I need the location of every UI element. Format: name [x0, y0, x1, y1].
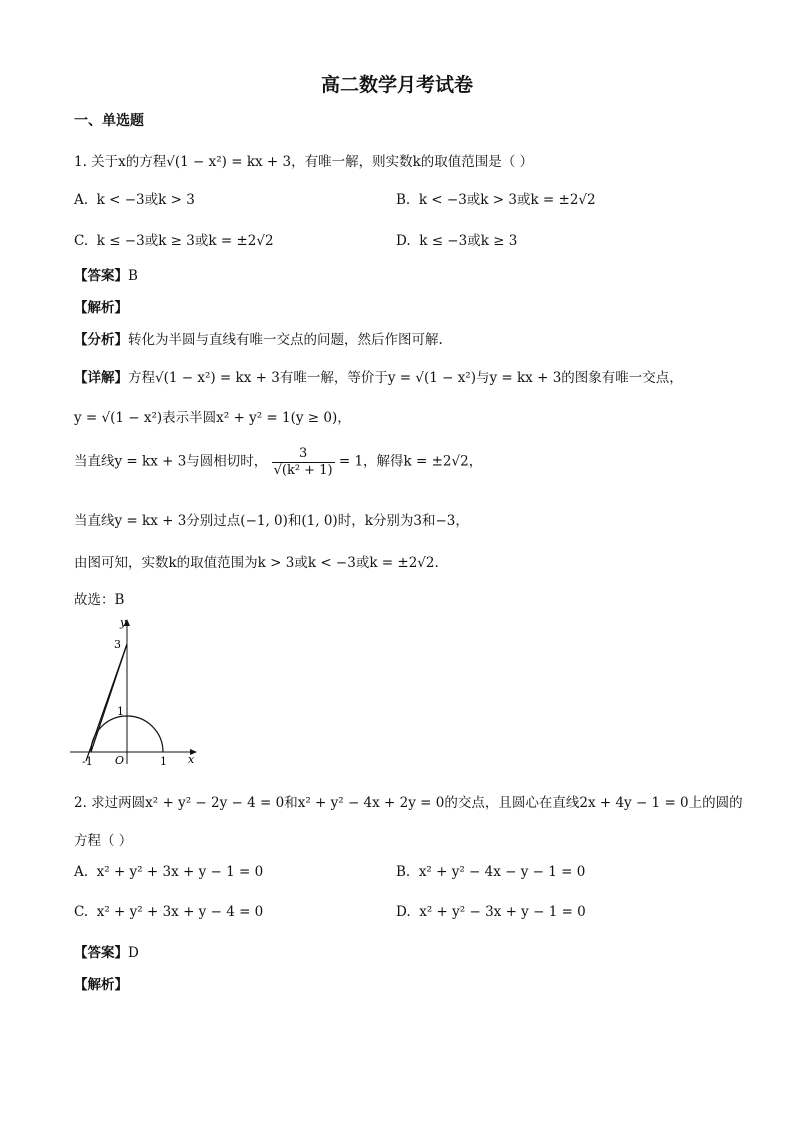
option-label: C.	[74, 233, 89, 249]
option-text: k < −3或k > 3或k = ±2√2	[418, 192, 596, 208]
fraction-denominator: √(k² + 1)	[273, 462, 333, 478]
option-label: C.	[74, 904, 89, 920]
origin-label: O	[115, 754, 125, 767]
semicircle-graph	[66, 612, 206, 772]
option-text: x² + y² − 3x + y − 1 = 0	[419, 904, 586, 920]
tick-y-3: 3	[114, 638, 121, 651]
q2-option-d	[396, 904, 586, 920]
q1-option-b	[396, 188, 596, 208]
q1-choice: 故选：B	[74, 592, 125, 608]
section-heading: 一、单选题	[74, 113, 144, 129]
q1-conclusion: 由图可知，实数k的取值范围为k > 3或k < −3或k = ±2√2.	[74, 555, 439, 571]
answer-value: D	[128, 945, 139, 961]
option-label: B.	[396, 192, 411, 208]
fenxi-tag: 【分析】	[74, 332, 128, 348]
q2-option-b	[396, 864, 585, 880]
tick-x-neg1: -1	[82, 755, 93, 768]
option-text: k < −3或k > 3	[96, 192, 195, 208]
option-text: x² + y² + 3x + y − 1 = 0	[96, 864, 264, 880]
answer-tag: 【答案】	[74, 268, 128, 284]
q2-answer	[74, 941, 139, 961]
answer-value: B	[128, 268, 138, 284]
q1-answer	[74, 264, 138, 284]
option-label: A.	[74, 864, 89, 880]
option-label: D.	[396, 233, 411, 249]
q1-fenxi	[74, 328, 443, 348]
detail-tag: 【详解】	[74, 370, 128, 386]
tangent-pre: 当直线y = kx + 3与圆相切时，	[74, 453, 268, 470]
detail-text: 方程√(1 − x²) = kx + 3有唯一解，等价于y = √(1 − x²)与y = kx + 3的图象有唯一交点，	[128, 370, 683, 386]
q2-option-a	[74, 864, 263, 880]
q2-option-c	[74, 904, 263, 920]
q1-detail-line-2: y = √(1 − x²)表示半圆x² + y² = 1(y ≥ 0)，	[74, 410, 351, 426]
q1-detail-line-1	[74, 366, 683, 386]
tangent-post: = 1，解得k = ±2√2，	[338, 453, 483, 470]
q1-line-through-points: 当直线y = kx + 3分别过点(−1, 0)和(1, 0)时，k分别为3和−3，	[74, 513, 469, 529]
distance-fraction	[272, 446, 335, 478]
page-title: 高二数学月考试卷	[320, 74, 473, 96]
q1-option-c	[74, 229, 274, 249]
q1-option-d	[396, 229, 517, 249]
q1-option-a	[74, 188, 195, 208]
option-text: x² + y² − 4x − y − 1 = 0	[418, 864, 586, 880]
y-axis-label: y	[120, 616, 127, 629]
option-text: k ≤ −3或k ≥ 3或k = ±2√2	[96, 233, 274, 249]
option-label: B.	[396, 864, 411, 880]
option-label: D.	[396, 904, 411, 920]
fenxi-text: 转化为半圆与直线有唯一交点的问题，然后作图可解.	[128, 332, 443, 348]
tick-x-1: 1	[160, 755, 167, 768]
answer-tag: 【答案】	[74, 945, 128, 961]
option-text: x² + y² + 3x + y − 4 = 0	[96, 904, 264, 920]
q2-stem-line-1: 2. 求过两圆x² + y² − 2y − 4 = 0和x² + y² − 4x + 2y = 0的交点，且圆心在直线2x + 4y − 1 = 0上的圆的	[74, 795, 743, 811]
q2-analysis-tag: 【解析】	[74, 977, 128, 993]
option-text: k ≤ −3或k ≥ 3	[419, 233, 518, 249]
q1-tangent-line	[74, 446, 482, 478]
tangent-line	[86, 644, 127, 761]
q1-stem: 1. 关于x的方程√(1 − x²) = kx + 3，有唯一解，则实数k的取值范围是（ ）	[74, 154, 534, 170]
fraction-numerator: 3	[272, 446, 335, 463]
tick-y-1: 1	[117, 705, 124, 718]
q2-stem-line-2: 方程（ ）	[74, 833, 133, 849]
q1-analysis-tag: 【解析】	[74, 300, 128, 316]
x-axis-label: x	[188, 753, 195, 766]
option-label: A.	[74, 192, 89, 208]
